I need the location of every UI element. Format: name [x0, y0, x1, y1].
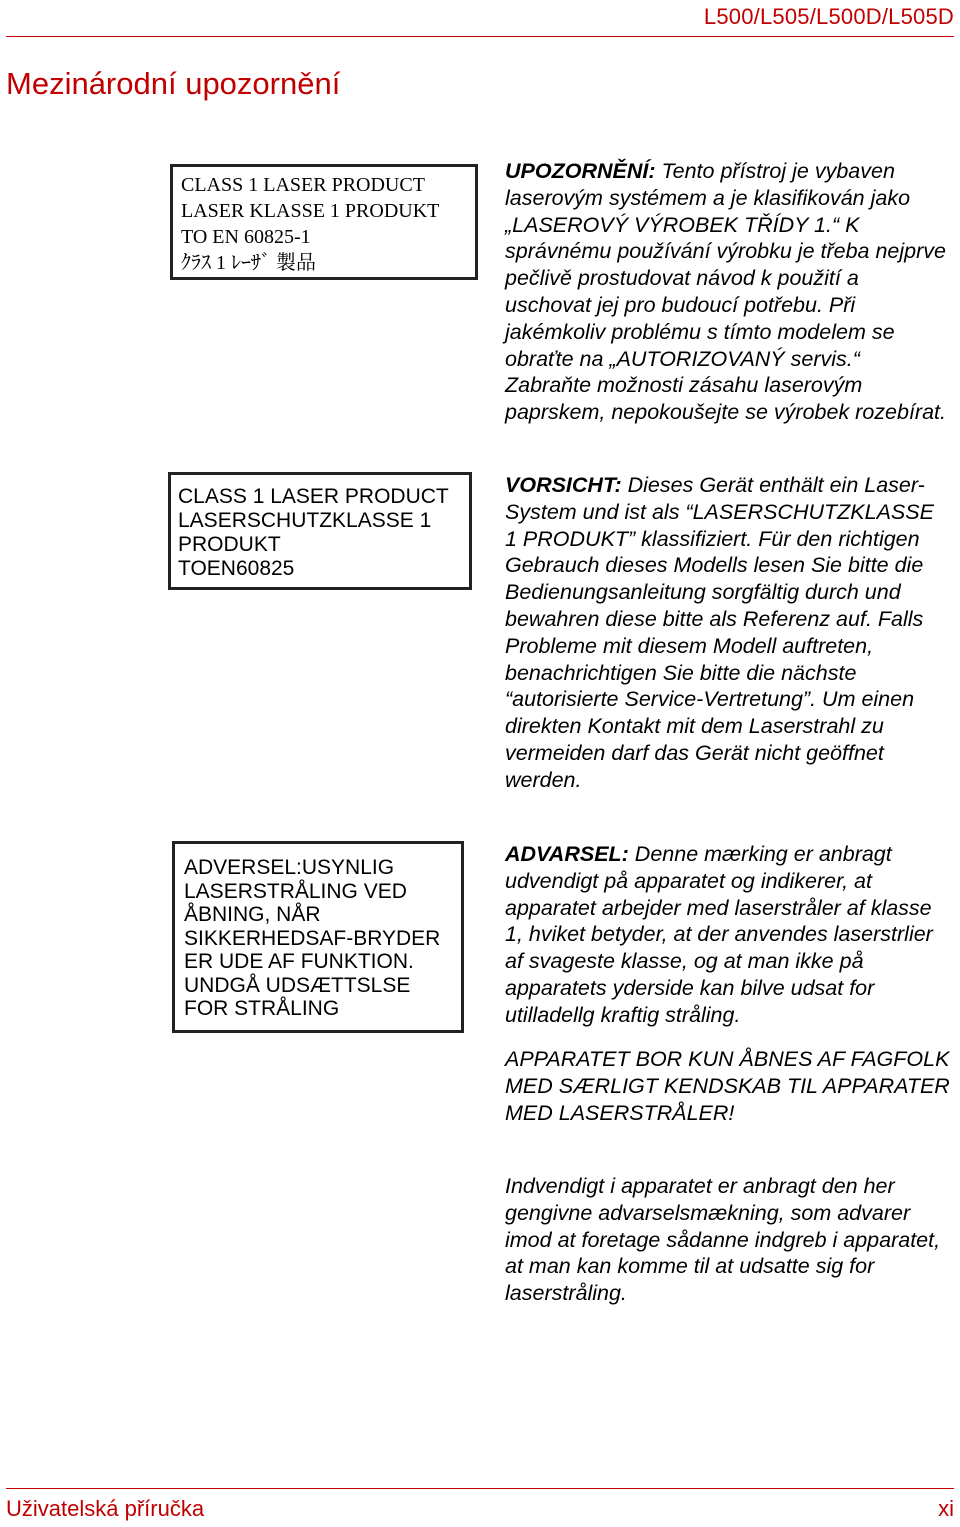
label-line: PRODUKT [178, 533, 281, 556]
german-warning-label: VORSICHT: [505, 473, 622, 497]
danish-warning-paragraph [505, 841, 950, 1029]
laser-label-multilang [170, 164, 478, 280]
czech-warning-paragraph [505, 158, 950, 426]
label-line: TOEN60825 [178, 557, 295, 580]
czech-warning-text: Tento přístroj je vybaven laserovým systémem a je klasifikován jako „LASEROVÝ VÝROBEK TŘÍDY 1.“ K správnému používání výrobku je třeba nejprve pečlivě prostudovat návod k použití a uschovat jej pro budoucí potřebu. Při jakémkoliv problému s tímto modelem se obraťte na „AUTORIZOVANÝ servis.“ Zabraňte možnosti zásahu laserovým paprskem, nepokoušejte se výrobek rozebírat. [505, 159, 946, 425]
label-line: LASER KLASSE 1 PRODUKT [181, 200, 440, 222]
danish-warning-label: ADVARSEL: [505, 842, 629, 866]
danish-warning-text: Denne mærking er anbragt udvendigt på apparatet og indikerer, at apparatet arbejder med laserstråler af klasse 1, hviket betyder, at der anvendes laserstrlier af svageste klasse, og at man ikke på apparatets yderside kan bilve udsat for utilladellg kraftig stråling. [505, 842, 933, 1027]
header-divider [6, 36, 954, 37]
footer-divider [6, 1488, 954, 1489]
footer-title: Uživatelská příručka [6, 1496, 205, 1521]
label-line: ER UDE AF FUNKTION. [184, 950, 414, 973]
header-model: L500/L505/L500D/L505D [703, 4, 954, 29]
german-warning-text: Dieses Gerät enthält ein Laser-System und ist als “LASERSCHUTZKLASSE 1 PRODUKT” klassifiziert. Für den richtigen Gebrauch dieses Modells lesen Sie bitte die Bedienungsanleitung sorgfältig durch und bewahren diese bitte als Referenz auf. Falls Probleme mit diesem Modell auftreten, benachrichtigen Sie bitte die nächste “autorisierte Service-Vertretung”. Um einen direkten Kontakt mit dem Laserstrahl zu vermeiden darf das Gerät nicht geöffnet werden. [505, 473, 934, 792]
label-line: TO EN 60825-1 [181, 226, 311, 248]
laser-label-german [168, 472, 472, 590]
czech-warning-label: UPOZORNĚNÍ: [505, 159, 656, 183]
label-line: CLASS 1 LASER PRODUCT [181, 174, 425, 196]
label-line: FOR STRÅLING [184, 997, 340, 1020]
german-warning-paragraph [505, 472, 950, 794]
page-title: Mezinárodní upozornění [6, 66, 341, 101]
page-number: xi [938, 1496, 954, 1521]
laser-label-danish [172, 841, 464, 1033]
label-line: ÅBNING, NÅR [184, 903, 321, 926]
label-line: ｸﾗｽ 1 ﾚｰｻﾞ 製品 [181, 252, 316, 274]
label-line: UNDGÅ UDSÆTTSLSE [184, 973, 411, 997]
label-line: CLASS 1 LASER PRODUCT [178, 485, 449, 508]
label-line: SIKKERHEDSAF-BRYDER [184, 926, 441, 950]
danish-caution-paragraph: APPARATET BOR KUN ÅBNES AF FAGFOLK MED SÆRLIGT KENDSKAB TIL APPARATER MED LASERSTRÅLER! [505, 1047, 950, 1125]
label-line: LASERSCHUTZKLASSE 1 [178, 509, 432, 532]
danish-inside-label-paragraph: Indvendigt i apparatet er anbragt den her gengivne advarselsmækning, som advarer imod at foretage sådanne indgreb i apparatet, at man kan komme til at udsatte sig for laserstråling. [505, 1174, 941, 1306]
label-line: LASERSTRÅLING VED [184, 879, 407, 903]
label-line: ADVERSEL:USYNLIG [184, 856, 395, 879]
